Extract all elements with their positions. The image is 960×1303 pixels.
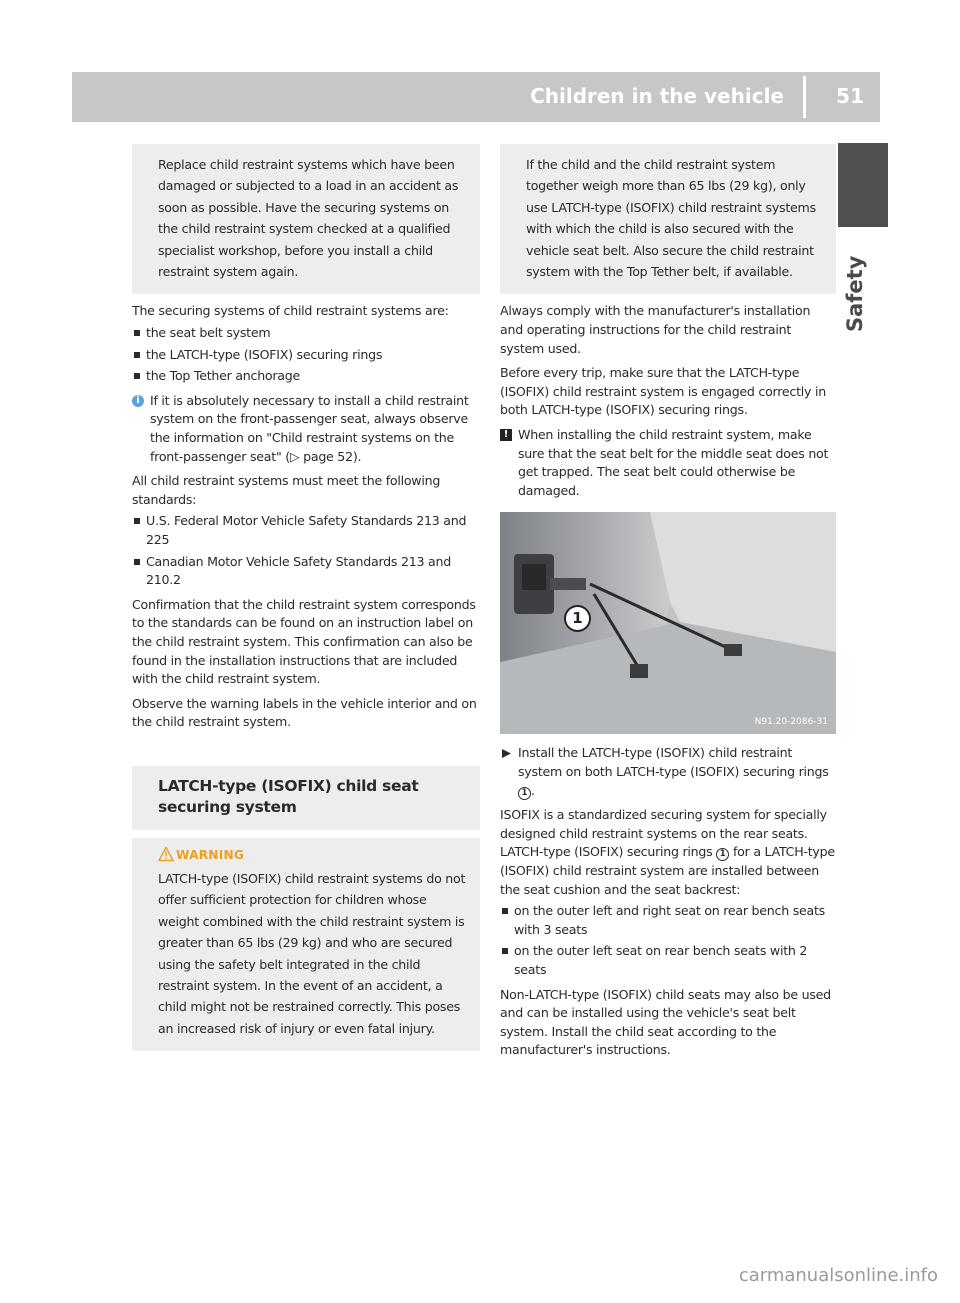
seat-illustration	[500, 512, 836, 734]
side-tab-label	[834, 242, 894, 342]
isofix-photo	[500, 512, 836, 734]
bullet-dot-icon	[134, 559, 140, 565]
install-step: Install the LATCH-type (ISOFIX) child restraint system on both LATCH-type (ISOFIX) securing rings 1 .	[500, 744, 836, 800]
warning-box	[132, 838, 480, 1051]
step-text: Install the LATCH-type (ISOFIX) child restraint system on both LATCH-type (ISOFIX) securing rings	[518, 745, 829, 779]
securing-intro: The securing systems of child restraint systems are:	[132, 303, 449, 319]
list-item: the LATCH-type (ISOFIX) securing rings	[132, 346, 480, 365]
warning-text: LATCH-type (ISOFIX) child restraint systems do not offer sufficient protection for children whose weight combined with the child restraint system is greater than 65 lbs (29 kg) and who are secured using the safety belt integrated in the child restraint system. In the event of an accident, a child might not be restrained correctly. This poses an increased risk of injury or even fatal injury.	[158, 870, 466, 1036]
warning-triangle-icon	[158, 846, 174, 862]
before-trip-text: Before every trip, make sure that the LATCH-type (ISOFIX) child restraint system is engaged correctly in both LATCH-type (ISOFIX) securing rings.	[500, 365, 826, 418]
info-note	[132, 392, 480, 466]
list-item: U.S. Federal Motor Vehicle Safety Standards 213 and 225	[132, 512, 480, 549]
positions-list	[500, 902, 836, 979]
header-separator	[803, 76, 806, 118]
weight-note-text: If the child and the child restraint system together weigh more than 65 lbs (29 kg), only use LATCH-type (ISOFIX) child restraint systems with which the child is also secured with the vehicle seat belt. Also secure the child restraint system with the Top Tether belt, if available.	[526, 157, 816, 280]
info-icon: i	[132, 395, 144, 407]
side-tab-text: Safety	[843, 255, 867, 332]
ref-marker: 1	[716, 848, 729, 861]
bullet-dot-icon	[134, 518, 140, 524]
replace-note-text: Replace child restraint systems which have been damaged or subjected to a load in an accident as soon as possible. Have the securing systems on the child restraint system checked at a qualified specialist workshop, before you install a child restraint system again.	[158, 157, 459, 280]
observe-labels-text: Observe the warning labels in the vehicle interior and on the child restraint system.	[132, 695, 477, 730]
stop-note	[500, 426, 836, 500]
step-arrow-icon	[502, 749, 511, 758]
standards-list	[132, 512, 480, 589]
section-heading-box	[132, 766, 480, 830]
image-code: N91.20-2086-31	[754, 717, 828, 728]
ref-marker: 1	[518, 787, 531, 800]
isofix-description: ISOFIX is a standardized securing system for specially designed child restraint systems on the rear seats. LATCH-type (ISOFIX) securing rings 1 for a LATCH-type (ISOFIX) child restraint system are installed between the seat cushion and the seat backrest:	[500, 807, 835, 897]
section-title: LATCH-type (ISOFIX) child seat securing system	[158, 776, 419, 816]
callout-marker: 1	[564, 605, 591, 632]
list-item: on the outer left seat on rear bench seats with 2 seats	[500, 942, 836, 979]
replace-note-box	[132, 144, 480, 294]
page-header	[72, 72, 880, 122]
weight-note-box	[500, 144, 836, 294]
list-item: Canadian Motor Vehicle Safety Standards 213 and 210.2	[132, 553, 480, 590]
comply-text: Always comply with the manufacturer's installation and operating instructions for the child restraint system used.	[500, 303, 811, 356]
bullet-dot-icon	[134, 330, 140, 336]
securing-list	[132, 324, 480, 386]
bullet-dot-icon	[502, 908, 508, 914]
watermark: carmanualsonline.info	[738, 1265, 938, 1286]
bullet-dot-icon	[134, 352, 140, 358]
page-number: 51	[836, 84, 864, 108]
list-item: the Top Tether anchorage	[132, 367, 480, 386]
chapter-title: Children in the vehicle	[530, 84, 784, 108]
bullet-dot-icon	[502, 948, 508, 954]
list-item: the seat belt system	[132, 324, 480, 343]
stop-icon: !	[500, 429, 512, 441]
standards-intro: All child restraint systems must meet the following standards:	[132, 473, 441, 507]
confirmation-text: Confirmation that the child restraint system corresponds to the standards can be found on an instruction label on the child restraint system. This confirmation can also be found in the installation instructions that are included with the child restraint system.	[132, 596, 476, 687]
list-item: on the outer left and right seat on rear bench seats with 3 seats	[500, 902, 836, 939]
left-column	[132, 144, 480, 1051]
warning-header	[158, 844, 468, 864]
side-tab-marker	[838, 143, 888, 227]
right-column	[500, 144, 836, 1060]
warning-label: WARNING	[176, 847, 245, 862]
bullet-dot-icon	[134, 373, 140, 379]
stop-note-text: When installing the child restraint system, make sure that the seat belt for the middle seat does not get trapped. The seat belt could otherwise be damaged.	[518, 427, 829, 498]
info-note-text: If it is absolutely necessary to install a child restraint system on the front-passenger seat, always observe the information on "Child restraint systems on the front-passenger seat" (▷ page 52).	[150, 392, 469, 464]
non-latch-text: Non-LATCH-type (ISOFIX) child seats may also be used and can be installed using the vehicle's seat belt system. Install the child seat according to the manufacturer's instructions.	[500, 986, 831, 1058]
